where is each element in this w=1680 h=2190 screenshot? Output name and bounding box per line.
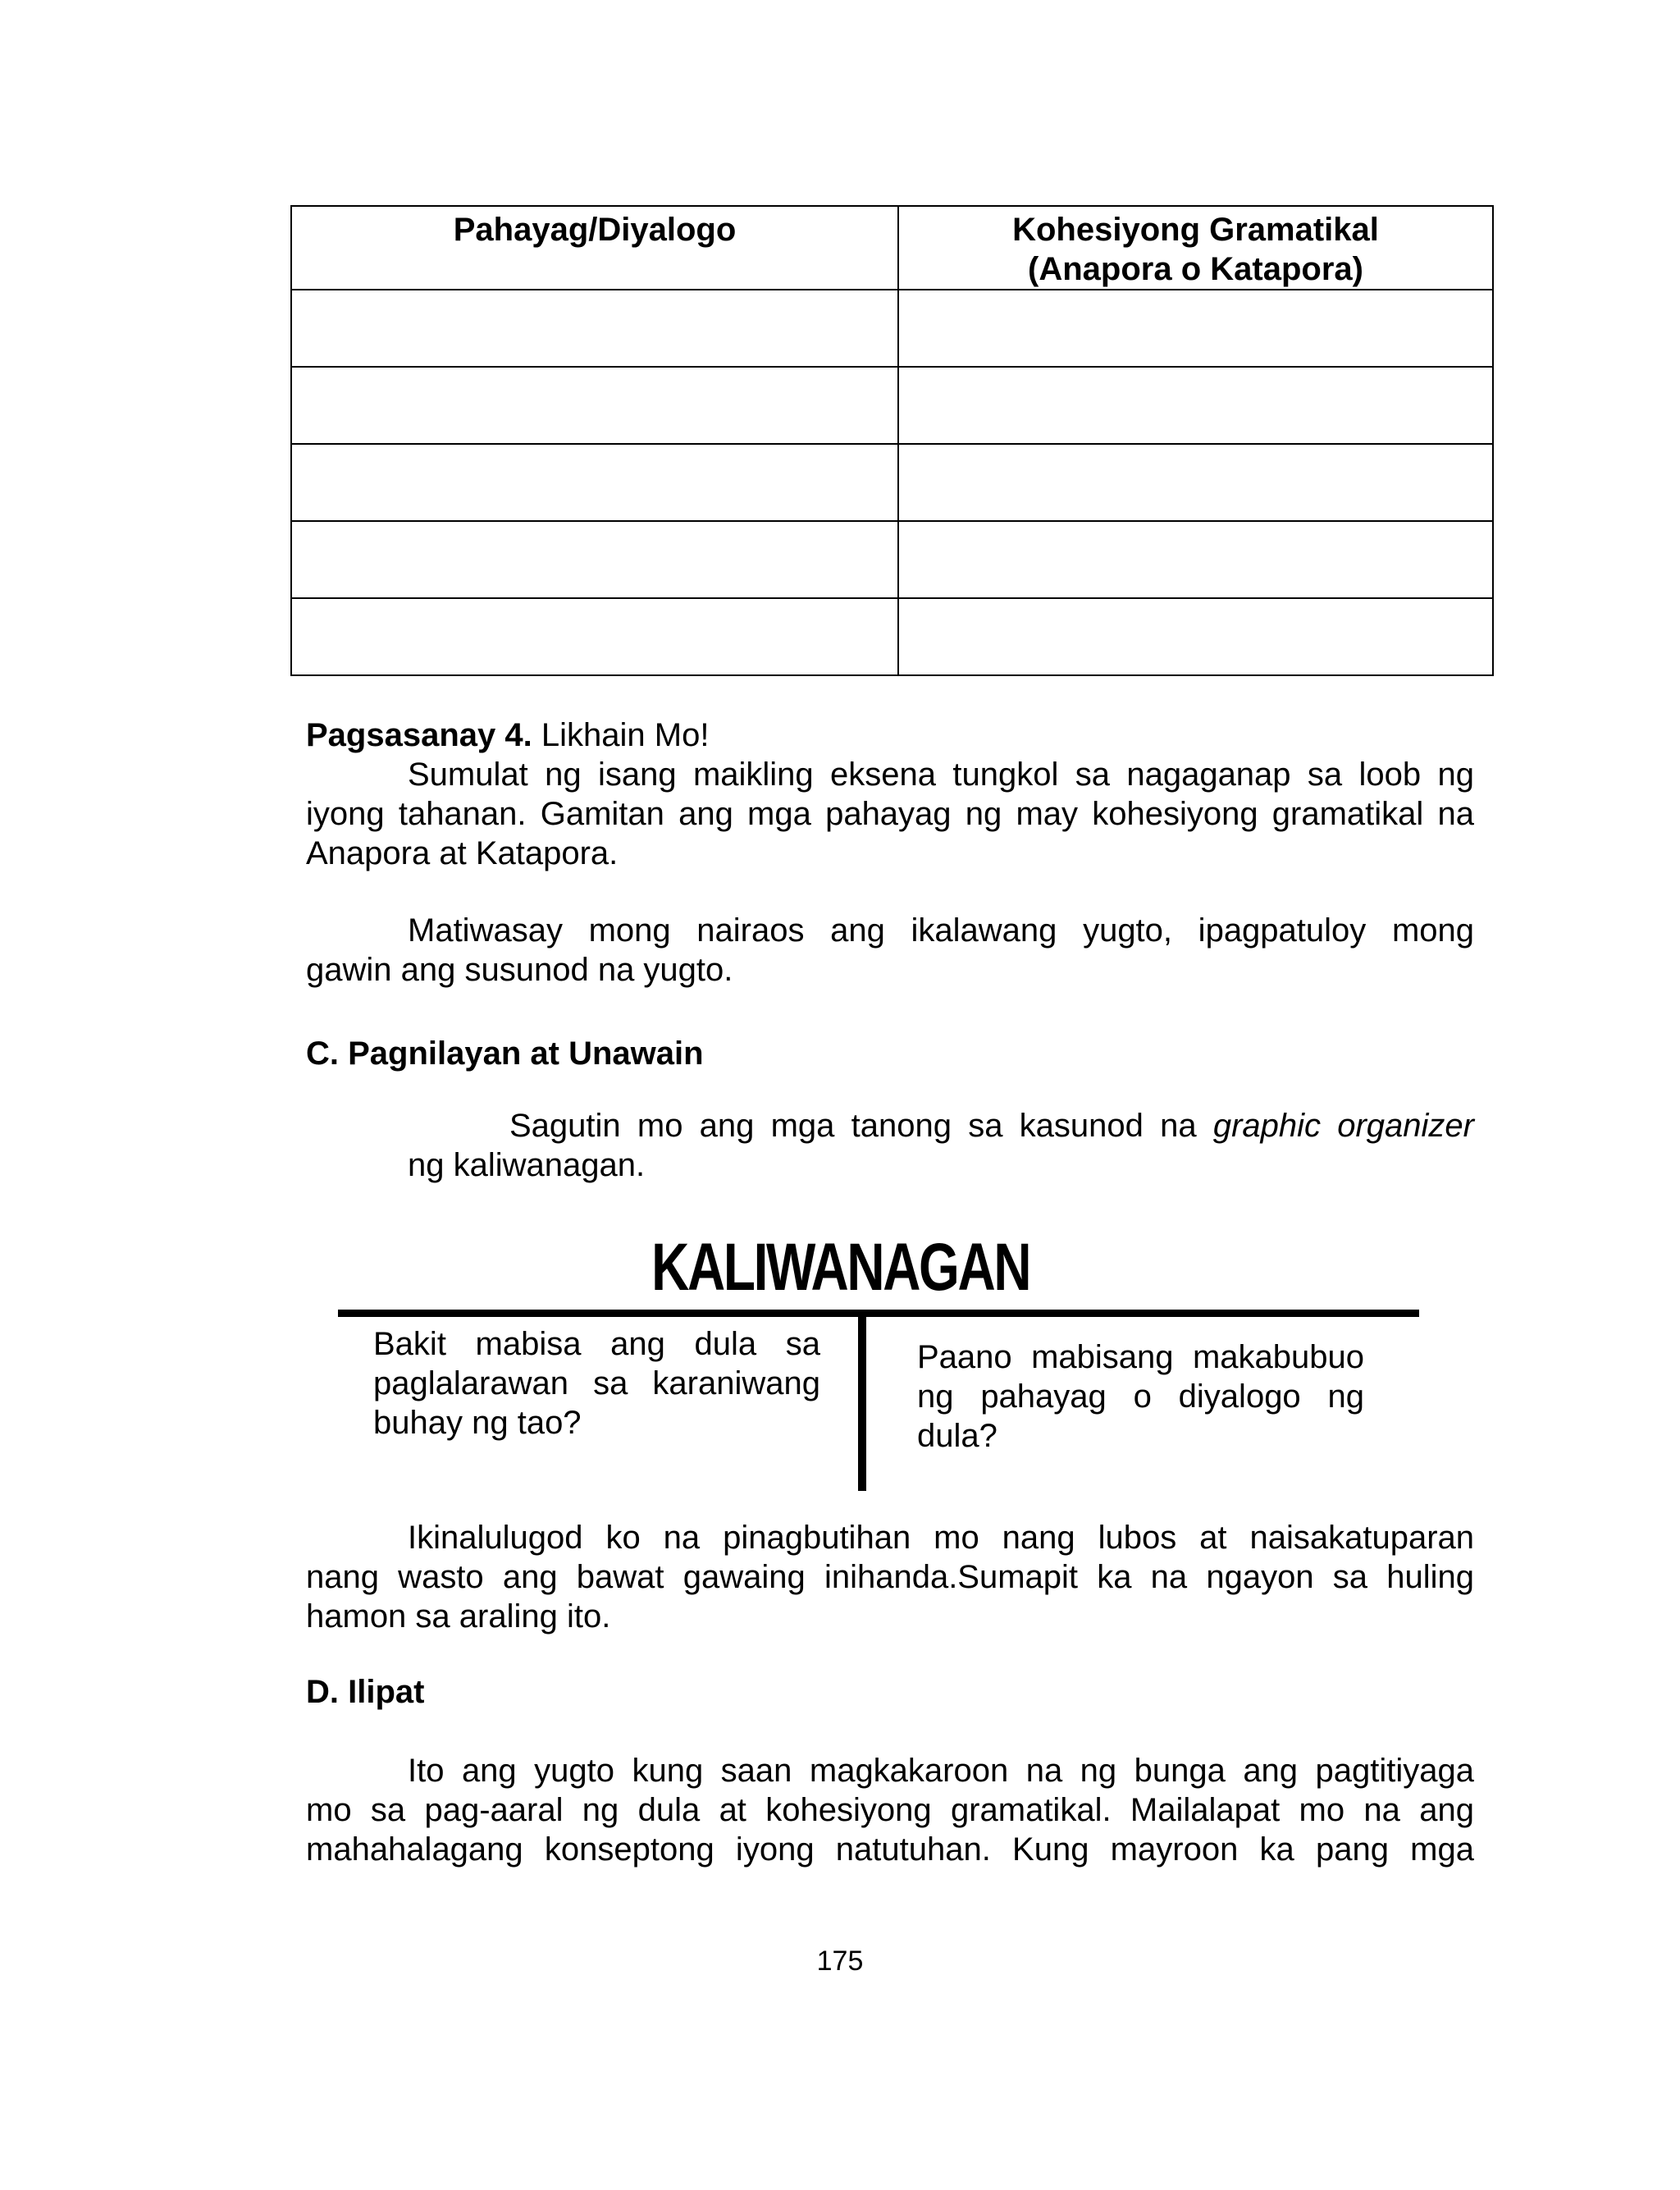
- transition1-paragraph: [306, 911, 1474, 990]
- organizer-right-question: [917, 1337, 1364, 1456]
- section-d-line: Ito ang yugto kung saan magkakaroon na ng bunga ang pagtitiyaga: [408, 1753, 1474, 1789]
- header-kohesiyon-label: Kohesiyong Gramatikal: [1012, 212, 1379, 248]
- section-c-instruction-text: Sagutin mo ang mga tanong sa kasunod na: [509, 1108, 1197, 1144]
- section-c-instruction-line2: ng kaliwanagan.: [408, 1147, 646, 1183]
- transition1-line: Matiwasay mong nairaos ang ikalawang yugto, ipagpatuloy mong: [408, 912, 1474, 949]
- organizer-vertical-bar: [858, 1314, 866, 1491]
- right-question-line: dula?: [917, 1418, 998, 1454]
- organizer-left-question: [373, 1324, 820, 1442]
- exercise4-line: iyong tahanan. Gamitan ang mga pahayag ng may kohesiyong gramatikal na: [306, 796, 1474, 832]
- table-cell[interactable]: [898, 444, 1493, 521]
- section-c-instruction: [408, 1106, 1474, 1185]
- header-pahayag-label: Pahayag/Diyalogo: [453, 212, 737, 248]
- organizer-title: KALIWANAGAN: [651, 1230, 1030, 1305]
- left-question-line: buhay ng tao?: [373, 1405, 582, 1441]
- table-cell[interactable]: [898, 598, 1493, 675]
- table-row: [291, 290, 1493, 367]
- exercise4-line: Sumulat ng isang maikling eksena tungkol sa nagaganap sa loob ng: [408, 757, 1474, 793]
- table-header-row: [291, 206, 1493, 290]
- table-cell[interactable]: [898, 521, 1493, 598]
- table-cell[interactable]: [291, 290, 898, 367]
- table-row: [291, 521, 1493, 598]
- exercise4-title-line: [306, 716, 1474, 755]
- organizer-horizontal-bar: [338, 1310, 1419, 1317]
- transition1-line: gawin ang susunod na yugto.: [306, 952, 733, 988]
- header-pahayag: [291, 206, 898, 290]
- left-question-line: paglalarawan sa karaniwang: [373, 1365, 820, 1401]
- table-row: [291, 444, 1493, 521]
- right-question-line: Paano mabisang makabubuo: [917, 1339, 1364, 1375]
- exercise4-title: Likhain Mo!: [541, 717, 710, 753]
- section-c-instruction-emphasis: graphic organizer: [1212, 1108, 1474, 1144]
- header-kohesiyon-sublabel: (Anapora o Katapora): [1028, 251, 1363, 287]
- transition2-line: Ikinalulugod ko na pinagbutihan mo nang lubos at naisakatuparan: [408, 1520, 1474, 1556]
- page-number: 175: [816, 1945, 864, 1977]
- transition2-paragraph: [306, 1518, 1474, 1636]
- left-question-line: Bakit mabisa ang dula sa: [373, 1326, 820, 1362]
- section-d-line: mo sa pag-aaral ng dula at kohesiyong gramatikal. Mailalapat mo na ang: [306, 1792, 1474, 1828]
- table-row: [291, 367, 1493, 444]
- table-cell[interactable]: [291, 598, 898, 675]
- right-question-line: ng pahayag o diyalogo ng: [917, 1378, 1364, 1415]
- exercise4-label: Pagsasanay 4.: [306, 717, 532, 753]
- table-row: [291, 598, 1493, 675]
- exercise4-block: [306, 716, 1474, 873]
- section-c-heading: C. Pagnilayan at Unawain: [306, 1036, 704, 1072]
- table-cell[interactable]: [291, 367, 898, 444]
- header-kohesiyon: [898, 206, 1493, 290]
- transition2-line: nang wasto ang bawat gawaing inihanda.Sumapit ka na ngayon sa huling: [306, 1559, 1474, 1595]
- exercise4-line: Anapora at Katapora.: [306, 835, 619, 871]
- section-d-heading: D. Ilipat: [306, 1674, 425, 1710]
- section-d-paragraph: [306, 1751, 1474, 1869]
- section-d-line: mahahalagang konseptong iyong natutuhan. Kung mayroon ka pang mga: [306, 1831, 1474, 1868]
- table-cell[interactable]: [291, 444, 898, 521]
- section-c-instruction-line: [408, 1106, 1474, 1145]
- table-cell[interactable]: [291, 521, 898, 598]
- table-cell[interactable]: [898, 290, 1493, 367]
- answer-table: [290, 205, 1494, 676]
- table-cell[interactable]: [898, 367, 1493, 444]
- transition2-line: hamon sa araling ito.: [306, 1598, 611, 1634]
